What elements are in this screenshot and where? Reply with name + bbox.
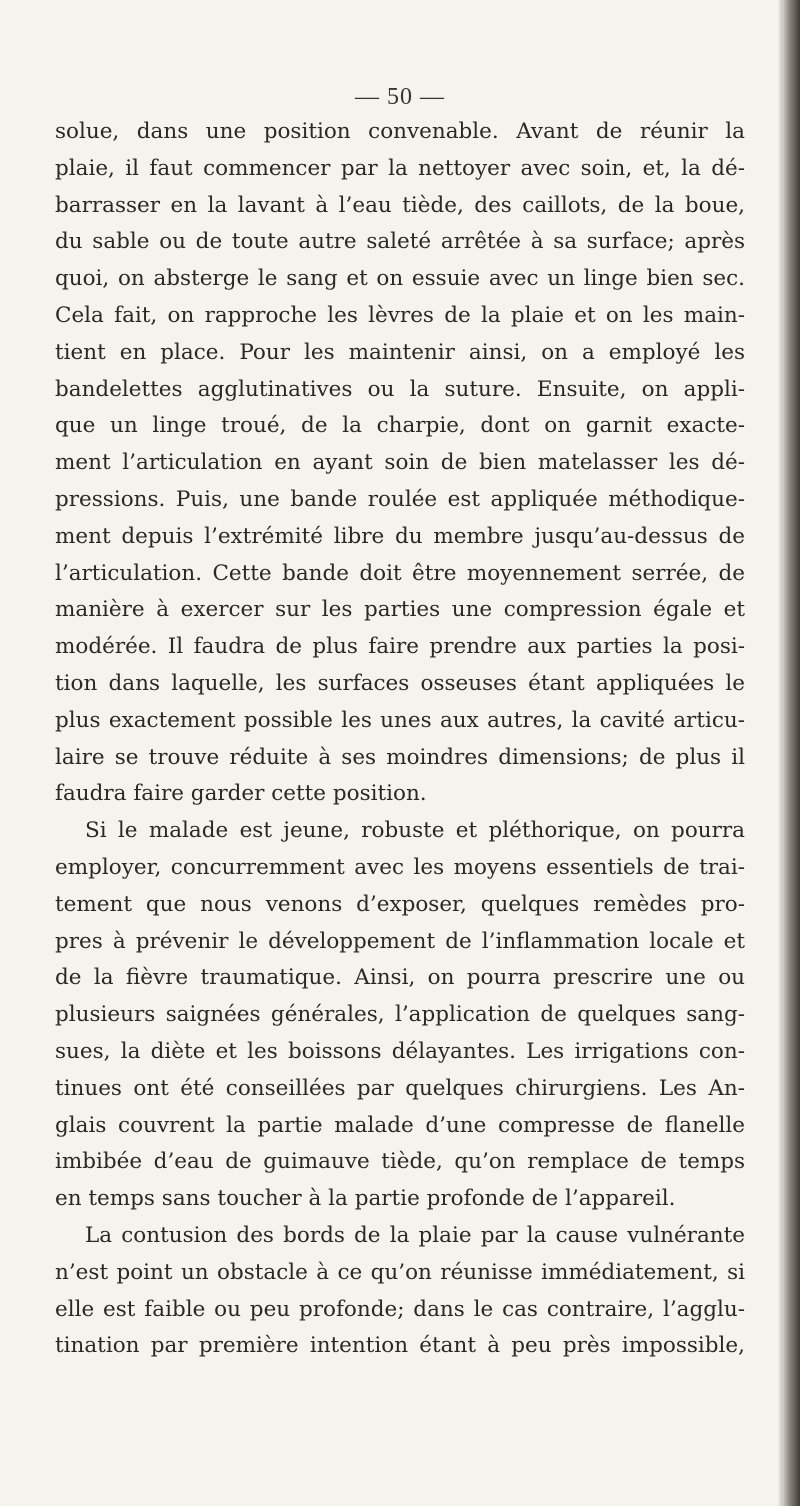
text-line: pressions. Puis, une bande roulée est appliquée méthodique- — [55, 486, 745, 512]
text-line: bandelettes agglutinatives ou la suture. Ensuite, on appli- — [55, 376, 745, 402]
page-number: — 50 — — [355, 84, 445, 110]
text-line: La contusion des bords de la plaie par la cause vulnérante — [85, 1222, 745, 1248]
body-text — [55, 114, 745, 1365]
text-line: ment l’articulation en ayant soin de bien matelasser les dé- — [55, 450, 745, 476]
text-line: sues, la diète et les boissons délayantes. Les irrigations con- — [55, 1038, 745, 1064]
text-line: elle est faible ou peu profonde; dans le cas contraire, l’agglu- — [55, 1296, 745, 1322]
text-line: plus exactement possible les unes aux autres, la cavité articu- — [55, 707, 745, 733]
text-line: laire se trouve réduite à ses moindres dimensions; de plus il — [55, 744, 745, 770]
text-line: l’articulation. Cette bande doit être moyennement serrée, de — [55, 560, 745, 586]
text-line: que un linge troué, de la charpie, dont on garnit exacte- — [55, 413, 745, 439]
text-line: employer, concurremment avec les moyens essentiels de trai- — [55, 854, 745, 880]
text-line: tement que nous venons d’exposer, quelques remèdes pro- — [55, 891, 745, 917]
text-line: quoi, on absterge le sang et on essuie avec un linge bien sec. — [55, 266, 745, 292]
text-line: faudra faire garder cette position. — [55, 781, 427, 807]
text-line: pres à prévenir le développement de l’inflammation locale et — [55, 928, 745, 954]
text-line: tination par première intention étant à peu près impossible, — [55, 1333, 745, 1359]
text-line: solue, dans une position convenable. Avant de réunir la — [55, 119, 745, 144]
text-line: tient en place. Pour les maintenir ainsi, on a employé les — [55, 339, 745, 365]
text-line: barrasser en la lavant à l’eau tiède, des caillots, de la boue, — [55, 192, 745, 218]
book-spine-edge — [782, 0, 800, 1506]
text-line: manière à exercer sur les parties une compression égale et — [55, 597, 745, 623]
text-line: Cela fait, on rapproche les lèvres de la plaie et on les main- — [55, 302, 745, 328]
text-line: n’est point un obstacle à ce qu’on réunisse immédiatement, si — [55, 1259, 745, 1285]
text-line: imbibée d’eau de guimauve tiède, qu’on remplace de temps — [55, 1149, 745, 1175]
text-line: modérée. Il faudra de plus faire prendre aux parties la posi- — [55, 634, 745, 660]
text-line: glais couvrent la partie malade d’une compresse de flanelle — [55, 1112, 745, 1138]
text-line: en temps sans toucher à la partie profonde de l’appareil. — [55, 1186, 676, 1212]
text-line: de la fièvre traumatique. Ainsi, on pourra prescrire une ou — [55, 965, 745, 991]
text-line: Si le malade est jeune, robuste et pléthorique, on pourra — [85, 818, 745, 844]
text-line: ment depuis l’extrémité libre du membre jusqu’au-dessus de — [55, 523, 745, 549]
text-line: tion dans laquelle, les surfaces osseuses étant appliquées le — [55, 670, 745, 696]
text-line: tinues ont été conseillées par quelques chirurgiens. Les An- — [55, 1075, 745, 1101]
text-line: du sable ou de toute autre saleté arrêtée à sa surface; après — [55, 229, 745, 255]
text-line: plusieurs saignées générales, l’application de quelques sang- — [55, 1002, 745, 1028]
text-line: plaie, il faut commencer par la nettoyer avec soin, et, la dé- — [55, 155, 745, 181]
